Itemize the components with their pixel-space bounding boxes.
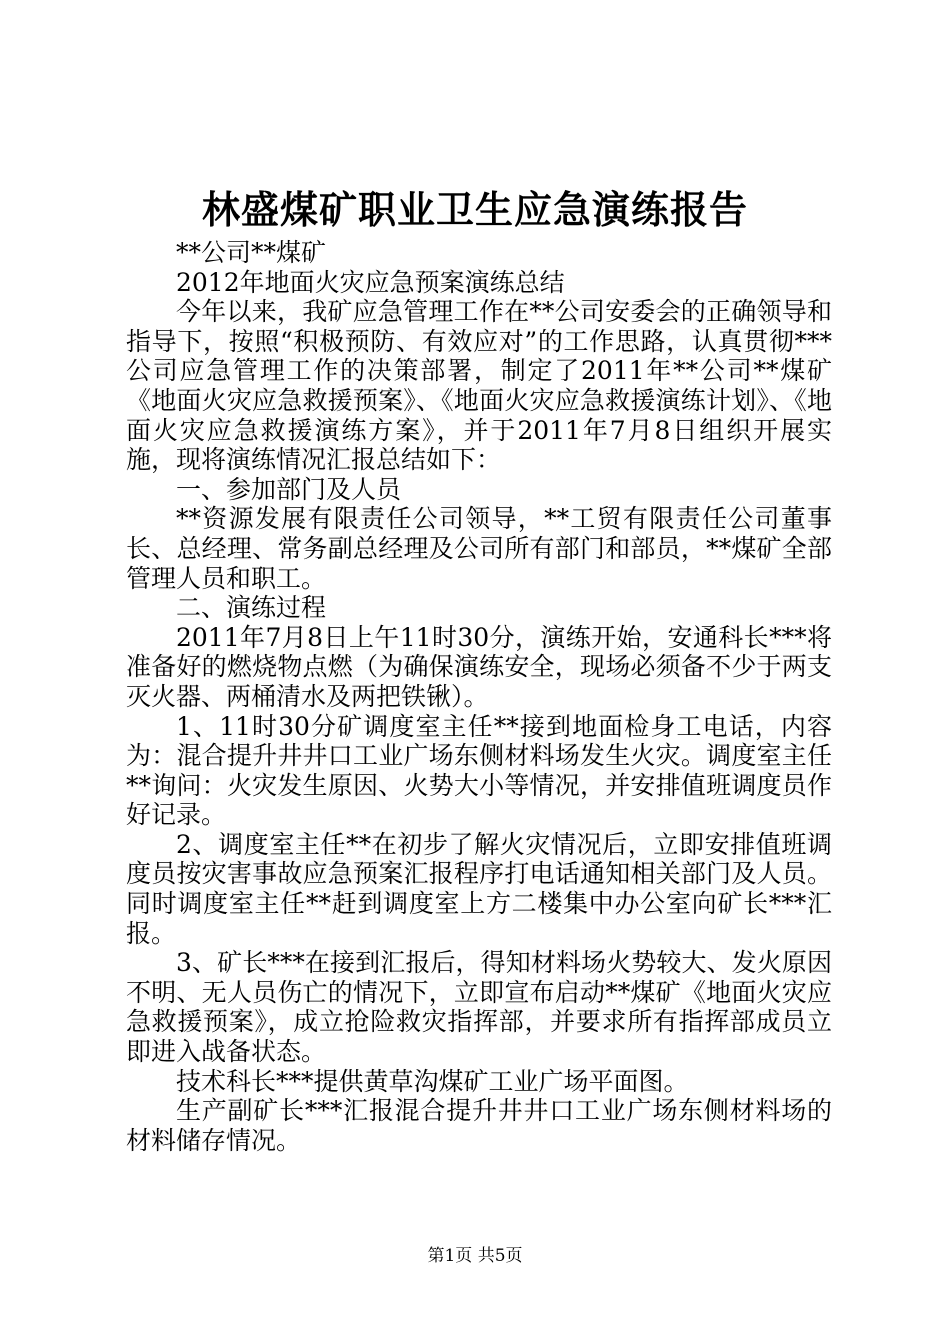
- page-number: 第1页 共5页: [427, 1246, 523, 1266]
- body-paragraph: 生产副矿长***汇报混合提升井井口工业广场东侧材料场的材料储存情况。: [126, 1096, 832, 1155]
- document-body: [126, 238, 832, 1155]
- section-heading: 一、参加部门及人员: [176, 474, 402, 504]
- body-paragraph: 2011年7月8日上午11时30分，演练开始，安通科长***将准备好的燃烧物点燃（为确保演练安全，现场必须备不少于两支灭火器、两桶清水及两把铁锹）。: [126, 622, 832, 711]
- body-paragraph: 2、调度室主任**在初步了解火灾情况后，立即安排值班调度员按灾害事故应急预案汇报程序打电话通知相关部门及人员。同时调度室主任**赶到调度室上方二楼集中办公室向矿长***汇报。: [126, 829, 832, 948]
- body-paragraph: **资源发展有限责任公司领导，**工贸有限责任公司董事长、总经理、常务副总经理及公司所有部门和部员，**煤矿全部管理人员和职工。: [126, 504, 832, 593]
- body-paragraph: 今年以来，我矿应急管理工作在**公司安委会的正确领导和指导下，按照“积极预防、有效应对”的工作思路，认真贯彻***公司应急管理工作的决策部署，制定了2011年**公司**煤矿《地面火灾应急救援预案》、《地面火灾应急救援演练计划》、《地面火灾应急救援演练方案》，并于2011年7月8日组织开展实施，现将演练情况汇报总结如下：: [126, 297, 832, 475]
- body-paragraph: 1、11时30分矿调度室主任**接到地面检身工电话，内容为：混合提升井井口工业广场东侧材料场发生火灾。调度室主任**询问：火灾发生原因、火势大小等情况，并安排值班调度员作好记录。: [126, 711, 832, 830]
- body-paragraph: 技术科长***提供黄草沟煤矿工业广场平面图。: [176, 1066, 689, 1096]
- body-paragraph: 3、矿长***在接到汇报后，得知材料场火势较大、发火原因不明、无人员伤亡的情况下，立即宣布启动**煤矿《地面火灾应急救援预案》，成立抢险救灾指挥部，并要求所有指挥部成员立即进入战备状态。: [126, 948, 832, 1067]
- body-paragraph: **公司**煤矿: [176, 238, 327, 267]
- document-title: 林盛煤矿职业卫生应急演练报告: [201, 187, 748, 232]
- body-paragraph: 2012年地面火灾应急预案演练总结: [176, 267, 565, 297]
- section-heading: 二、演练过程: [176, 593, 327, 623]
